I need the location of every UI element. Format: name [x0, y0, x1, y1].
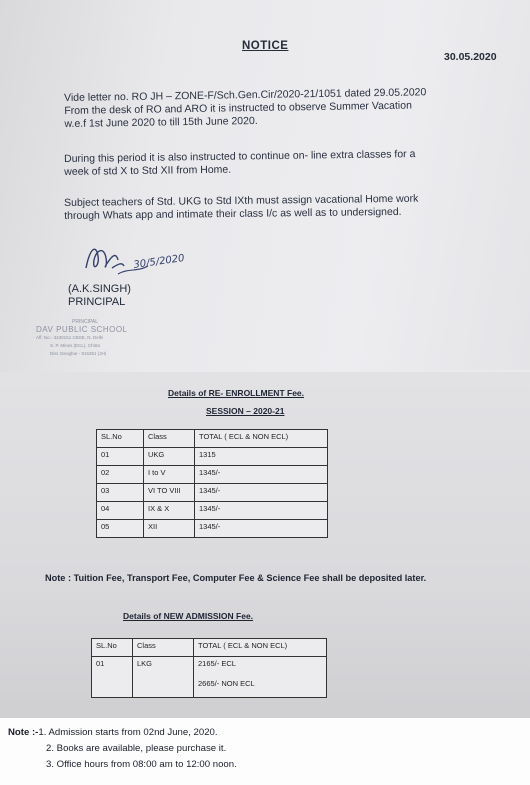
cell-class: LKG [133, 657, 194, 698]
cell-slno: 02 [97, 466, 144, 484]
cell-total: 1345/- [195, 520, 328, 538]
reenrollment-title: Details of RE- ENROLLMENT Fee. [168, 388, 305, 398]
new-admission-fee-table [91, 638, 327, 698]
paragraph-vacation [64, 86, 427, 131]
paragraph-line: During this period it is also instructed to continue on- line extra classes for a [64, 148, 416, 165]
notice-title: NOTICE [242, 40, 289, 52]
table-row [97, 484, 328, 502]
column-header-slno: SL.No [97, 430, 144, 448]
notes-item: 3. Office hours from 08:00 am to 12:00 noon. [46, 759, 237, 770]
cell-slno: 01 [92, 657, 133, 698]
cell-class: UKG [144, 448, 195, 466]
signer-name: (A.K.SINGH) [68, 283, 131, 295]
cell-class: XII [144, 520, 195, 538]
table-row [97, 502, 328, 520]
fee-deposit-note: Note : Tuition Fee, Transport Fee, Computer Fee & Science Fee shall be deposited later. [45, 573, 427, 583]
cell-slno: 03 [97, 484, 144, 502]
cell-total-non-ecl: 2665/- NON ECL [194, 677, 327, 698]
cell-slno: 05 [97, 520, 144, 538]
table-row [92, 657, 327, 678]
notes-section [8, 725, 237, 773]
notes-item: 2. Books are available, please purchase it. [46, 743, 227, 754]
school-stamp [36, 318, 176, 372]
stamp-line: S. P. Mines (ECL), Chitra [50, 343, 100, 348]
cell-slno: 01 [97, 448, 144, 466]
signer-title: PRINCIPAL [68, 296, 126, 308]
column-header-slno: SL.No [92, 639, 133, 657]
column-header-class: Class [144, 430, 195, 448]
cell-class: VI TO VIII [144, 484, 195, 502]
new-admission-title: Details of NEW ADMISSION Fee. [123, 611, 254, 621]
cell-total: 1345/- [195, 484, 328, 502]
table-header-row [92, 639, 327, 657]
session-title: SESSION – 2020-21 [206, 406, 285, 416]
stamp-line: PRINCIPAL [72, 319, 99, 325]
paragraph-line: through Whats app and intimate their class I/c as well as to undersigned. [64, 205, 402, 222]
stamp-line: Aff. No.- 3430151 CBSE, N. Delhi [36, 335, 104, 340]
column-header-total: TOTAL ( ECL & NON ECL) [195, 430, 328, 448]
notes-label: Note :- [8, 727, 39, 738]
cell-total: 1315 [195, 448, 328, 466]
table-row [97, 448, 328, 466]
paragraph-line: Vide letter no. RO JH – ZONE-F/Sch.Gen.Cir/2020-21/1051 dated 29.05.2020 [64, 86, 427, 104]
cell-class: I to V [144, 466, 195, 484]
table-row [97, 466, 328, 484]
handwritten-signature [78, 238, 198, 282]
cell-total: 1345/- [195, 466, 328, 484]
cell-total-ecl: 2165/- ECL [194, 657, 327, 678]
signer-block [68, 283, 131, 309]
column-header-total: TOTAL ( ECL & NON ECL) [194, 639, 327, 657]
notes-text: 1. Admission starts from 02nd June, 2020. [38, 727, 218, 738]
cell-total: 1345/- [195, 502, 328, 520]
stamp-line: Dist. Deoghar - 815351 (JH) [50, 351, 107, 356]
reenrollment-fee-table [96, 429, 328, 538]
table-header-row [97, 430, 328, 448]
stamp-line: DAV PUBLIC SCHOOL [36, 325, 128, 334]
notes-item [8, 725, 237, 741]
paragraph-online-classes [64, 148, 416, 179]
paragraph-line: Subject teachers of Std. UKG to Std IXth must assign vacational Home work [64, 192, 419, 209]
cell-class: IX & X [144, 502, 195, 520]
paragraph-line: w.e.f 1st June 2020 to till 15th June 2020. [64, 114, 258, 130]
paragraph-line: week of std X to Std XII from Home. [64, 163, 232, 178]
notice-date: 30.05.2020 [444, 51, 497, 63]
paragraph-homework [64, 193, 419, 223]
column-header-class: Class [133, 639, 194, 657]
paragraph-line: From the desk of RO and ARO it is instructed to observe Summer Vacation [64, 99, 412, 117]
cell-slno: 04 [97, 502, 144, 520]
signature-date: 30/5/2020 [132, 252, 186, 271]
table-row [97, 520, 328, 538]
